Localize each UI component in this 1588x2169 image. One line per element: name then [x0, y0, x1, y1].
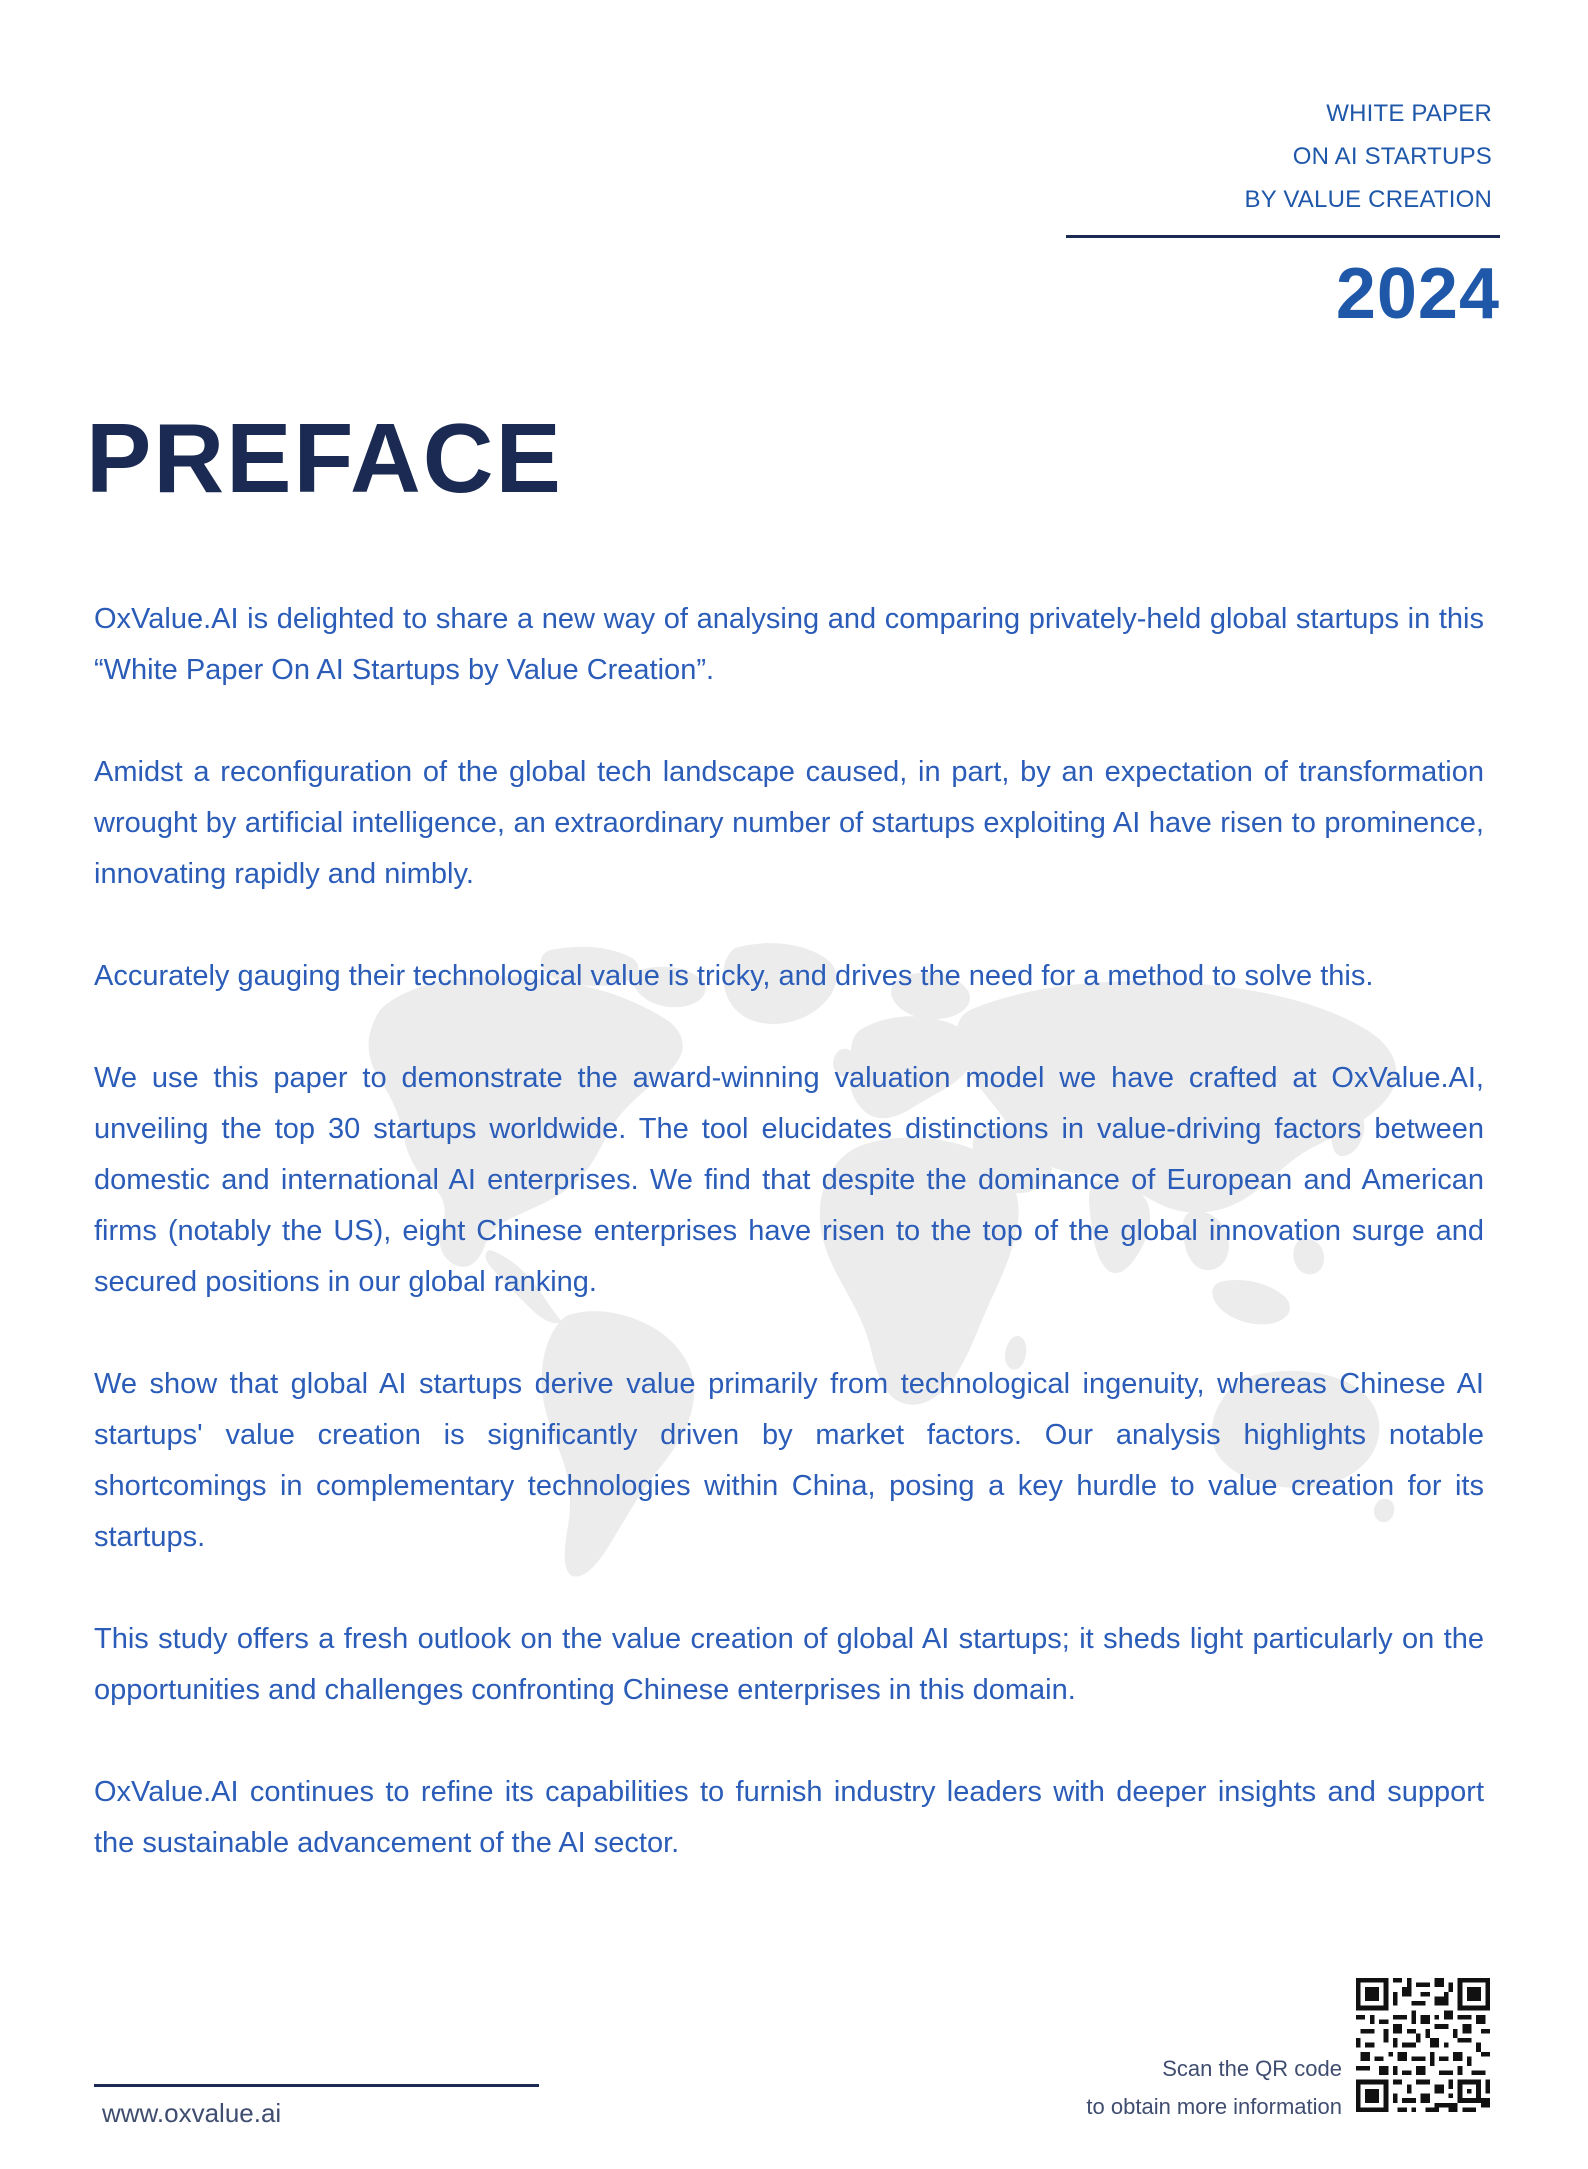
website-link[interactable]: www.oxvalue.ai: [102, 2098, 282, 2128]
paragraph-gauging-value: Accurately gauging their technological value is tricky, and drives the need for a method to solve this.: [94, 960, 1374, 992]
qr-code-icon[interactable]: [1356, 1978, 1490, 2112]
header-lines: [1060, 92, 1500, 221]
header-line-on-ai-startups: ON AI STARTUPS: [1292, 143, 1492, 170]
footer-divider: [94, 2084, 539, 2087]
qr-caption: [1086, 2050, 1342, 2126]
paragraph-value-drivers: We show that global AI startups derive value primarily from technological ingenuity, whereas Chinese AI startups' value creation is significantly driven by market factors. Our analysis highlights notable shortcomings in complementary technologies within China, posing a key hurdle to value creation for its startups.: [94, 1368, 1484, 1553]
paragraph-intro: OxValue.AI is delighted to share a new way of analysing and comparing privately-held global startups in this “White Paper On AI Startups by Value Creation”.: [94, 603, 1484, 686]
qr-caption-line2: to obtain more information: [1086, 2094, 1342, 2119]
paragraph-fresh-outlook: This study offers a fresh outlook on the value creation of global AI startups; it sheds light particularly on the opportunities and challenges confronting Chinese enterprises in this domain.: [94, 1623, 1484, 1706]
header-divider: [1066, 235, 1500, 238]
header-block: [1060, 92, 1500, 221]
preface-body: [94, 594, 1484, 1869]
header-line-white-paper: WHITE PAPER: [1326, 100, 1492, 127]
paragraph-valuation-model: We use this paper to demonstrate the award-winning valuation model we have crafted at OxValue.AI, unveiling the top 30 startups worldwide. The tool elucidates distinctions in value-driving factors between domestic and international AI enterprises. We find that despite the dominance of European and American firms (notably the US), eight Chinese enterprises have risen to the top of the global innovation surge and secured positions in our global ranking.: [94, 1062, 1484, 1298]
paragraph-reconfiguration: Amidst a reconfiguration of the global tech landscape caused, in part, by an expectation of transformation wrought by artificial intelligence, an extraordinary number of startups exploiting AI have risen to prominence, innovating rapidly and nimbly.: [94, 756, 1484, 890]
year-label: 2024: [1335, 254, 1500, 334]
header-line-by-value-creation: BY VALUE CREATION: [1244, 186, 1492, 213]
paragraph-continues: OxValue.AI continues to refine its capabilities to furnish industry leaders with deeper insights and support the sustainable advancement of the AI sector.: [94, 1776, 1484, 1859]
qr-caption-line1: Scan the QR code: [1162, 2056, 1342, 2081]
page-title: PREFACE: [86, 403, 563, 513]
